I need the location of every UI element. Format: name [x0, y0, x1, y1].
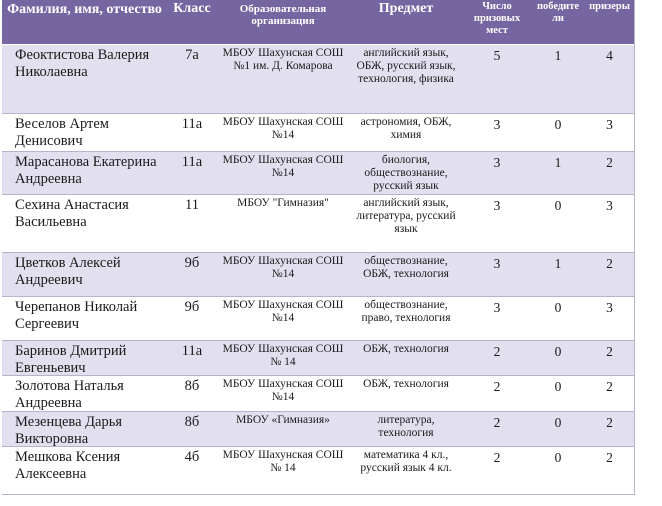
- header-subject: Предмет: [378, 1, 434, 16]
- student-organization: МБОУ «Гимназия»: [236, 414, 330, 426]
- student-class: 11а: [181, 154, 203, 170]
- student-class: 11а: [181, 116, 203, 132]
- student-class: 4б: [184, 449, 200, 465]
- winners-count: 1: [554, 155, 562, 170]
- student-class: 9б: [184, 299, 200, 315]
- student-organization: МБОУ Шахунская СОШ №14: [222, 378, 344, 403]
- prize-places-count: 2: [493, 344, 501, 359]
- header-prizers: призеры: [589, 1, 630, 12]
- winners-count: 1: [554, 256, 562, 271]
- prize-places-count: 2: [493, 415, 501, 430]
- student-class: 8б: [184, 414, 200, 430]
- student-class: 8б: [184, 378, 200, 394]
- student-subjects: астрономия, ОБЖ, химия: [360, 116, 452, 141]
- prize-places-count: 3: [493, 256, 501, 271]
- student-organization: МБОУ Шахунская СОШ №14: [222, 116, 344, 141]
- prize-places-count: 3: [493, 198, 501, 213]
- prizers-count: 2: [606, 155, 613, 170]
- student-subjects: английский язык, ОБЖ, русский язык, технология, физика: [356, 47, 456, 85]
- table-row: [2, 341, 634, 376]
- table-row: [2, 253, 634, 297]
- table-row: [2, 45, 634, 114]
- prize-places-count: 3: [493, 155, 501, 170]
- student-name: Мешкова Ксения Алексеевна: [15, 449, 121, 482]
- header-name: Фамилия, имя, отчество: [7, 2, 162, 17]
- table-row: [2, 297, 634, 341]
- table-row: [2, 152, 634, 195]
- student-class: 7а: [185, 47, 199, 63]
- student-subjects: ОБЖ, технология: [363, 378, 449, 390]
- student-subjects: литература, технология: [377, 414, 435, 439]
- student-class: 9б: [184, 255, 200, 271]
- student-name: Сехина Анастасия Васильевна: [15, 197, 129, 230]
- prizers-count: 3: [606, 300, 613, 315]
- student-subjects: ОБЖ, технология: [363, 343, 449, 355]
- student-subjects: математика 4 кл., русский язык 4 кл.: [360, 449, 452, 474]
- prize-places-count: 2: [493, 379, 501, 394]
- table-row: [2, 412, 634, 447]
- student-name: Мезенцева Дарья Викторовна: [15, 414, 123, 446]
- student-name: Золотова Наталья Андреевна: [15, 378, 124, 411]
- student-subjects: обществознание, ОБЖ, технология: [363, 255, 449, 280]
- student-subjects: обществознание, право, технология: [361, 299, 451, 324]
- student-name: Цветков Алексей Андреевич: [15, 255, 121, 288]
- table-row: [2, 114, 634, 152]
- student-subjects: английский язык, литература, русский язык: [356, 197, 456, 235]
- winners-count: 0: [554, 379, 562, 394]
- student-organization: МБОУ Шахунская СОШ №14: [222, 154, 344, 179]
- prizers-count: 2: [606, 344, 613, 359]
- header-prize-places: Число призовых мест: [473, 1, 521, 36]
- table-header-row: [2, 0, 634, 45]
- prize-places-count: 2: [493, 450, 501, 465]
- student-organization: МБОУ Шахунская СОШ № 14: [222, 343, 344, 368]
- winners-count: 0: [554, 300, 562, 315]
- prizers-count: 4: [606, 48, 613, 63]
- winners-count: 0: [554, 117, 562, 132]
- prize-places-count: 3: [493, 300, 501, 315]
- student-subjects: биология, обществознание, русский язык: [364, 154, 448, 192]
- student-class: 11а: [181, 343, 203, 359]
- prize-places-count: 5: [493, 48, 501, 63]
- student-organization: МБОУ Шахунская СОШ №1 им. Д. Комарова: [222, 47, 344, 72]
- student-organization: МБОУ Шахунская СОШ №14: [222, 255, 344, 280]
- header-class: Класс: [173, 1, 211, 16]
- winners-count: 0: [554, 198, 562, 213]
- student-organization: МБОУ Шахунская СОШ № 14: [222, 449, 344, 474]
- student-name: Веселов Артем Денисович: [15, 116, 109, 149]
- prizers-count: 3: [606, 117, 613, 132]
- winners-count: 1: [554, 48, 562, 63]
- prizers-count: 2: [606, 450, 613, 465]
- student-class: 11: [185, 197, 199, 213]
- student-name: Марасанова Екатерина Андреевна: [15, 154, 157, 187]
- winners-count: 0: [554, 344, 562, 359]
- student-name: Феоктистова Валерия Николаевна: [15, 47, 150, 80]
- prizers-count: 3: [606, 198, 613, 213]
- winners-count: 0: [554, 415, 562, 430]
- prize-places-count: 3: [493, 117, 501, 132]
- header-winners: победите ли: [536, 1, 580, 24]
- table-row: [2, 447, 634, 495]
- prizers-count: 2: [606, 379, 613, 394]
- olympiad-results-table: [2, 0, 635, 495]
- student-organization: МБОУ Шахунская СОШ №14: [222, 299, 344, 324]
- winners-count: 0: [554, 450, 562, 465]
- table-row: [2, 195, 634, 253]
- header-organization: Образовательная организация: [239, 3, 327, 27]
- student-organization: МБОУ "Гимназия": [237, 197, 329, 209]
- student-name: Черепанов Николай Сергеевич: [15, 299, 138, 332]
- table-row: [2, 376, 634, 412]
- prizers-count: 2: [606, 415, 613, 430]
- student-name: Баринов Дмитрий Евгеньевич: [15, 343, 127, 375]
- prizers-count: 2: [606, 256, 613, 271]
